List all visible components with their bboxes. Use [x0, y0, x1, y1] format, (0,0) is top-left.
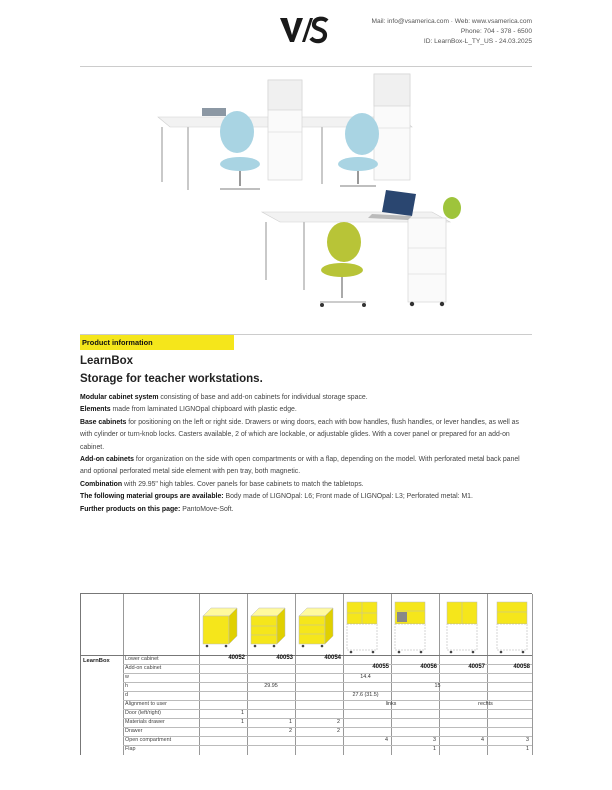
- row-label-door: Door (left/right): [125, 710, 161, 716]
- desc-lead: Base cabinets: [80, 418, 127, 426]
- row-label-materials-drawer: Materials drawer: [125, 719, 165, 725]
- row-label-addon-cabinet: Add-on cabinet: [125, 665, 162, 671]
- cabinet-40058-image: [489, 598, 531, 654]
- desc-text: made from laminated LIGNOpal chipboard with plastic edge.: [110, 406, 297, 414]
- drawer-value: 2: [289, 728, 292, 734]
- article-number: 40058: [513, 664, 530, 670]
- cabinet-40056-image: [393, 598, 437, 654]
- table-divider: [123, 709, 532, 710]
- desc-paragraph: [80, 506, 234, 513]
- desc-text: consisting of base and add-on cabinets for individual storage space.: [158, 394, 368, 401]
- row-label-depth: d: [125, 692, 128, 698]
- desc-text: PantoMove-Soft.: [180, 505, 234, 513]
- desc-paragraph: [80, 456, 520, 475]
- table-divider: [532, 594, 533, 755]
- cabinet-40055-image: [345, 598, 389, 654]
- row-label-width: w: [125, 674, 129, 680]
- cabinet-40057-image: [441, 598, 485, 654]
- spec-table: [80, 593, 532, 755]
- desc-text: with 29.95" high tables. Cover panels for base cabinets to match the tabletops.: [122, 480, 364, 488]
- door-value: 1: [241, 710, 244, 716]
- materials-drawer-value: 1: [289, 719, 292, 725]
- height-addon-value: 15: [434, 683, 441, 689]
- article-number: 40056: [420, 664, 437, 670]
- row-label-flap: Flap: [125, 746, 136, 752]
- desc-paragraph: [80, 481, 364, 488]
- table-divider: [123, 745, 532, 746]
- product-tagline: Storage for teacher workstations.: [80, 373, 263, 385]
- open-compartment-value: 4: [481, 737, 484, 743]
- desc-text: for positioning on the left or right side. Drawers or wing doors, each with bow handles, flush handles, or lever handles, as well as with cylinder or turn-knob locks. Casters available, 2 of which are lockable, or adjustable glides. With a cover panel or prepared for an add-on cabinet.: [80, 418, 519, 451]
- materials-drawer-value: 2: [337, 719, 340, 725]
- article-number: 40053: [276, 655, 293, 661]
- desc-text: for organization on the side with open compartments or with a flap, depending on the model. With perforated metal back panel and optional perforated metal side element with pen tray, both magnetic.: [80, 456, 520, 476]
- document-id: ID: LearnBox-L_TY_US - 24.03.2025: [423, 38, 532, 45]
- desc-paragraph: [80, 394, 368, 401]
- alignment-right: rechts: [478, 701, 493, 707]
- product-name: LearnBox: [80, 355, 134, 367]
- desc-paragraph: [80, 406, 297, 413]
- desc-lead: Elements: [80, 406, 111, 414]
- header-divider: [80, 66, 532, 67]
- drawer-value: 2: [337, 728, 340, 734]
- desc-lead: The following material groups are available:: [80, 493, 224, 501]
- cabinet-40052-image: [201, 606, 239, 648]
- desc-text: Body made of LIGNOpal: L6; Front made of LIGNOpal: L3; Perforated metal: M1.: [223, 493, 473, 501]
- row-label-open-compartment: Open compartment: [125, 737, 172, 743]
- cabinet-40054-image: [297, 606, 335, 648]
- desc-lead: Modular cabinet system: [80, 394, 159, 401]
- alignment-left: links: [385, 701, 397, 707]
- width-value: 14.4: [360, 674, 371, 680]
- open-compartment-value: 3: [526, 737, 529, 743]
- desc-paragraph: [80, 493, 473, 500]
- height-lower-value: 29.95: [264, 683, 278, 689]
- vs-logo: [280, 16, 330, 44]
- flap-value: 1: [433, 746, 436, 752]
- desc-lead: Further products on this page:: [80, 505, 181, 513]
- article-number: 40052: [228, 655, 245, 661]
- materials-drawer-value: 1: [241, 719, 244, 725]
- desc-lead: Add-on cabinets: [80, 456, 134, 464]
- article-number: 40055: [372, 664, 389, 670]
- section-badge: Product information: [80, 335, 234, 350]
- open-compartment-value: 4: [385, 737, 388, 743]
- row-label-lower-cabinet: Lower cabinet: [125, 656, 159, 662]
- open-compartment-value: 3: [433, 737, 436, 743]
- contact-block: [372, 17, 532, 47]
- article-number: 40057: [468, 664, 485, 670]
- contact-phone: Phone: 704 - 378 - 6500: [460, 28, 532, 35]
- table-divider: [123, 594, 124, 755]
- flap-value: 1: [526, 746, 529, 752]
- contact-mail-web: Mail: info@vsamerica.com · Web: www.vsamerica.com: [371, 18, 532, 25]
- product-illustration: [150, 72, 480, 322]
- article-number: 40054: [324, 655, 341, 661]
- row-label-height: h: [125, 683, 128, 689]
- row-label-alignment: Alignment to user: [125, 701, 167, 707]
- table-product-label: LearnBox: [83, 658, 110, 664]
- depth-value: 27.6 (31.5): [352, 692, 379, 698]
- cabinet-40053-image: [249, 606, 287, 648]
- desc-lead: Combination: [80, 480, 123, 488]
- product-description: [80, 392, 532, 516]
- row-label-drawer: Drawer: [125, 728, 143, 734]
- desc-paragraph: [80, 419, 519, 451]
